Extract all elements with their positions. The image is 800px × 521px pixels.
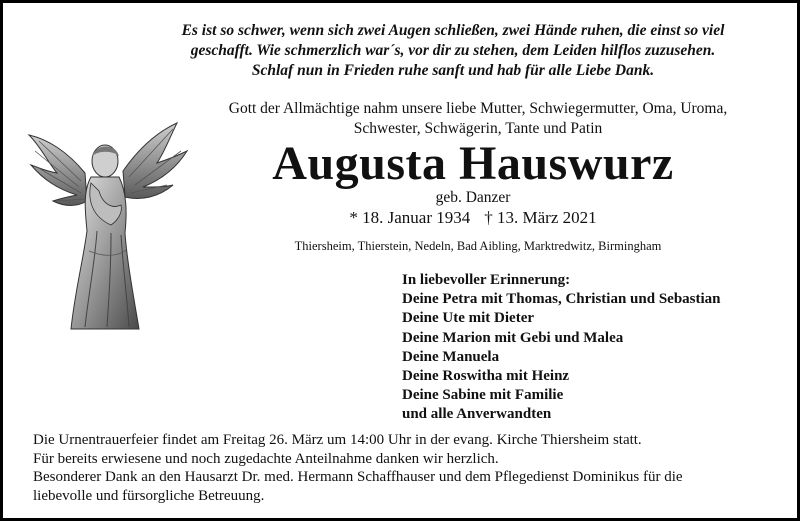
footer-line: Besonderer Dank an den Hausarzt Dr. med. Hermann Schaffhauser und dem Pflegedienst Dominikus für die <box>33 469 683 485</box>
deceased-name: Augusta Hauswurz <box>272 137 674 190</box>
footer-line: Für bereits erwiesene und noch zugedachte Anteilnahme danken wir herzlich. <box>33 450 499 467</box>
mourner-line: Deine Marion mit Gebi und Malea <box>402 329 624 346</box>
mourner-line: Deine Ute mit Dieter <box>402 310 535 327</box>
poem-line: Es ist so schwer, wenn sich zwei Augen schließen, zwei Hände ruhen, die einst so viel <box>181 22 725 39</box>
birth-date: * 18. Januar 1934 <box>349 208 471 227</box>
mourners-list <box>402 271 792 425</box>
poem <box>123 21 783 81</box>
mourner-line: Deine Roswitha mit Heinz <box>402 368 570 385</box>
intro-text <box>163 99 793 139</box>
footer-line: liebevolle und fürsorgliche Betreuung. <box>33 487 265 504</box>
intro-line: Schwester, Schwägerin, Tante und Patin <box>353 120 603 137</box>
maiden-name: geb. Danzer <box>435 189 511 206</box>
mourner-line: Deine Petra mit Thomas, Christian und Sebastian <box>402 291 721 308</box>
footer-text <box>33 431 783 505</box>
intro-line: Gott der Allmächtige nahm unsere liebe Mutter, Schwiegermutter, Oma, Uroma, <box>228 100 728 117</box>
angel-figure-icon <box>27 121 193 337</box>
death-date: † 13. März 2021 <box>484 208 597 227</box>
life-dates <box>243 206 703 230</box>
poem-line: geschafft. Wie schmerzlich war´s, vor dir zu stehen, dem Leiden hilflos zuzusehen. <box>190 42 716 59</box>
footer-line: Die Urnentrauerfeier findet am Freitag 26. März um 14:00 Uhr in der evang. Kirche Thiersheim statt. <box>33 432 642 448</box>
mourner-line: Deine Manuela <box>402 348 500 365</box>
places: Thiersheim, Thierstein, Nedeln, Bad Aibling, Marktredwitz, Birmingham <box>294 239 662 253</box>
mourner-line: und alle Anverwandten <box>402 406 552 423</box>
poem-line: Schlaf nun in Frieden ruhe sanft und hab für alle Liebe Dank. <box>251 62 655 79</box>
mourner-line: Deine Sabine mit Familie <box>402 387 564 404</box>
mourners-heading: In liebevoller Erinnerung: <box>402 272 571 288</box>
